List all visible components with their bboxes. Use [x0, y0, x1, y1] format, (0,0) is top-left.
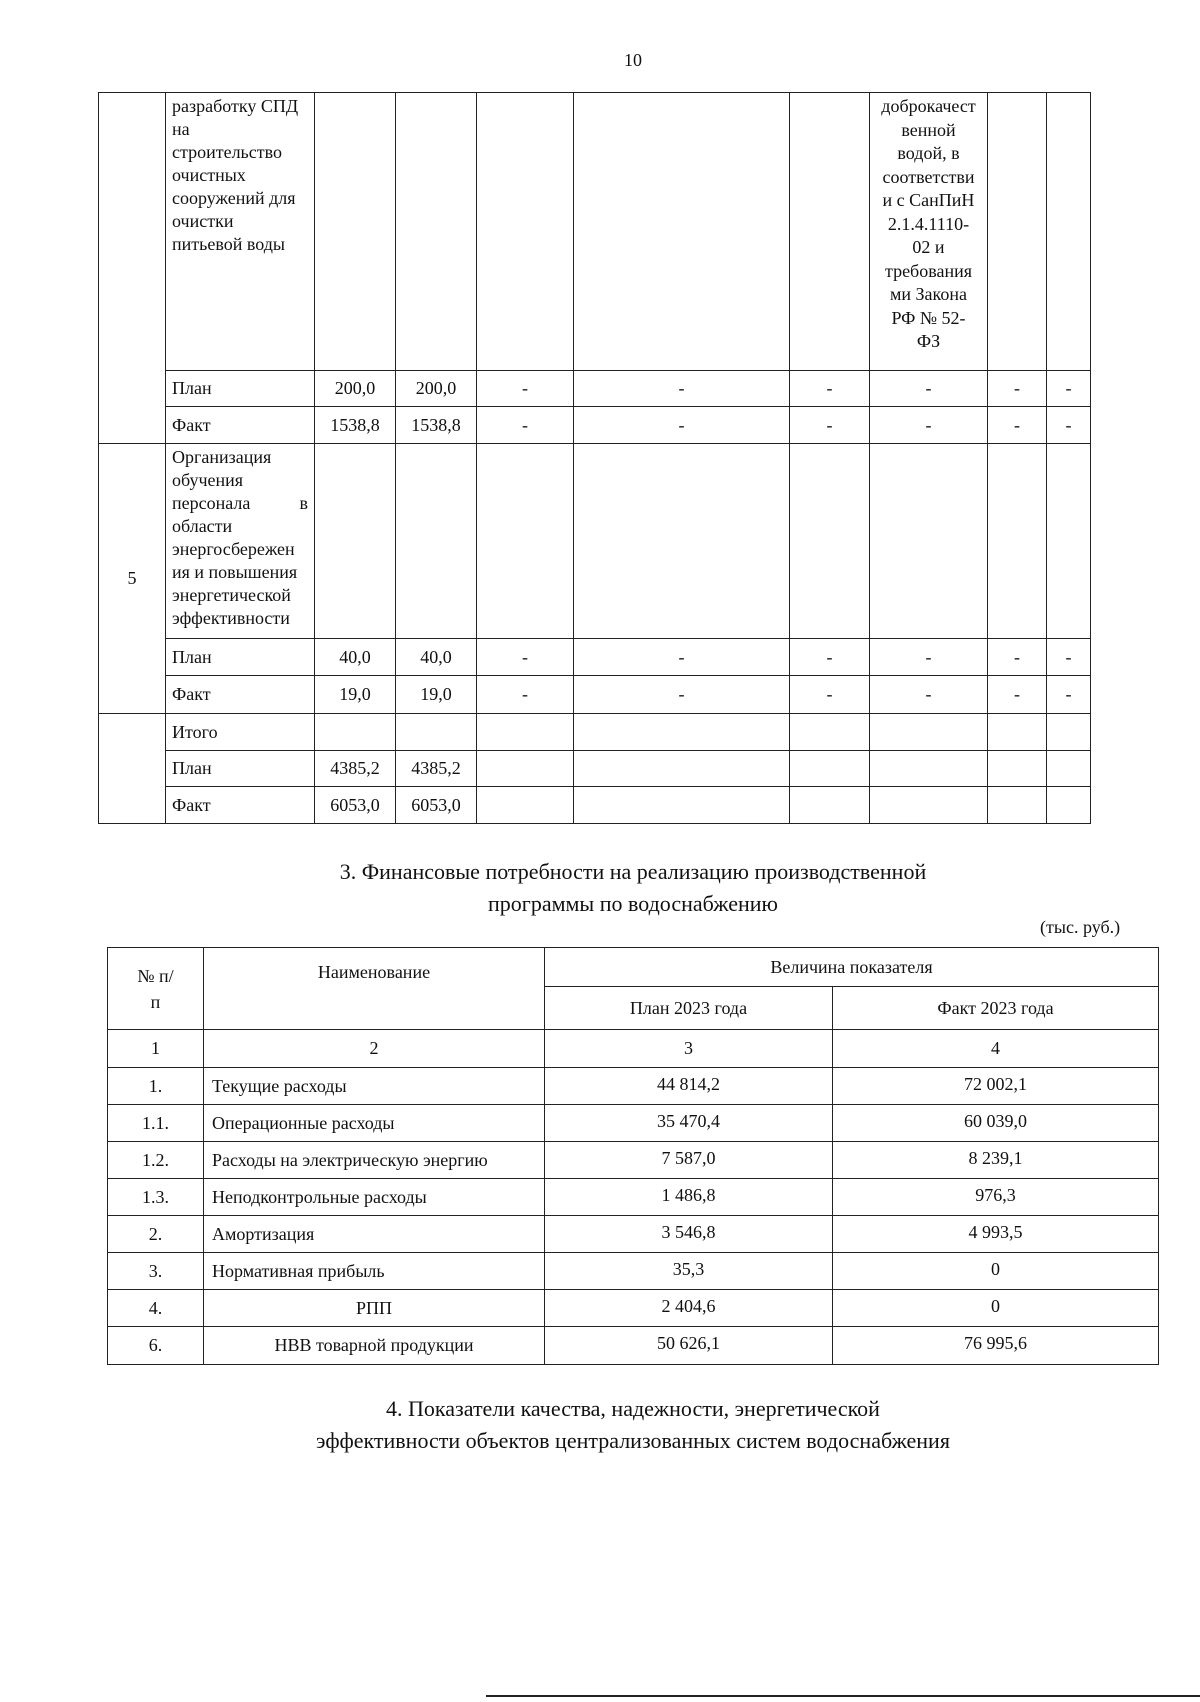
table-row: [99, 93, 1091, 371]
table-row: [108, 1105, 1159, 1142]
unit-label: (тыс. руб.): [1040, 917, 1121, 937]
name-line: питьевой воды: [172, 234, 285, 254]
table-row: [108, 1290, 1159, 1327]
note-line: доброкачест: [881, 96, 976, 116]
plan-value: 7 587,0: [545, 1142, 833, 1179]
dash-cell: -: [1047, 371, 1091, 407]
row-name: Амортизация: [204, 1216, 545, 1253]
dash-cell: -: [477, 371, 574, 407]
header-text: № п/п: [137, 965, 174, 1012]
value-cell: 19,0: [315, 676, 396, 714]
plan-value: 1 486,8: [545, 1179, 833, 1216]
value-cell: 1538,8: [396, 407, 477, 444]
dash-cell: -: [1047, 639, 1091, 676]
row-label: Факт: [166, 787, 315, 824]
name-line: очистки: [172, 211, 234, 231]
table-row: [108, 1327, 1159, 1365]
row-number: 1.2.: [108, 1142, 204, 1179]
footer-divider: [486, 1695, 1200, 1697]
name-line: Организация: [172, 447, 272, 467]
fact-value: 4 993,5: [833, 1216, 1159, 1253]
financial-needs-table: [107, 947, 1159, 1365]
row-name: Неподконтрольные расходы: [204, 1179, 545, 1216]
note-line: требования: [884, 260, 973, 281]
dash-cell: -: [870, 371, 988, 407]
name-line: очистных: [172, 165, 246, 185]
name-line: ия и повышения: [172, 562, 298, 582]
value-cell: 200,0: [396, 371, 477, 407]
row-name: Расходы на электрическую энергию: [204, 1142, 545, 1179]
col-number: 3: [545, 1030, 833, 1068]
value-cell: 6053,0: [396, 787, 477, 824]
index-cell: [99, 93, 166, 444]
value-cell: 40,0: [396, 639, 477, 676]
plan-value: 50 626,1: [545, 1327, 833, 1365]
table-row: [108, 1142, 1159, 1179]
title-line: эффективности объектов централизованных систем водоснабжения: [316, 1428, 950, 1453]
value-cell: 19,0: [396, 676, 477, 714]
note-line: соответстви: [882, 166, 975, 187]
note-line: венной: [901, 119, 956, 140]
dash-cell: -: [574, 371, 790, 407]
fact-value: 976,3: [833, 1179, 1159, 1216]
note-line: РФ № 52-: [891, 307, 966, 328]
dash-cell: -: [477, 676, 574, 714]
dash-cell: -: [1047, 407, 1091, 444]
row-name: НВВ товарной продукции: [204, 1327, 545, 1365]
section-3-title: [0, 856, 1200, 920]
dash-cell: -: [988, 371, 1047, 407]
title-line: 4. Показатели качества, надежности, энергетической: [386, 1396, 880, 1421]
section-4-title: [0, 1393, 1200, 1457]
row-name: Нормативная прибыль: [204, 1253, 545, 1290]
col-header-group: Величина показателя: [545, 948, 1159, 987]
col-number: 4: [833, 1030, 1159, 1068]
measure-name: [166, 93, 315, 371]
dash-cell: -: [790, 639, 870, 676]
row-name: Текущие расходы: [204, 1068, 545, 1105]
name-line: разработку СПД: [172, 96, 299, 116]
fact-value: 0: [833, 1253, 1159, 1290]
table-row-fact: [99, 787, 1091, 824]
table-header-row: [108, 948, 1159, 987]
table-row: [99, 444, 1091, 639]
row-number: 1.1.: [108, 1105, 204, 1142]
table-row-plan: [99, 371, 1091, 407]
name-line: энергосбережен: [172, 539, 295, 559]
name-line: области: [172, 516, 233, 536]
plan-value: 2 404,6: [545, 1290, 833, 1327]
fact-value: 0: [833, 1290, 1159, 1327]
table-row: [108, 1216, 1159, 1253]
dash-cell: -: [790, 371, 870, 407]
row-number: 6.: [108, 1327, 204, 1365]
note-line: водой, в: [897, 143, 960, 163]
row-name: РПП: [204, 1290, 545, 1327]
note-line: 02 и: [912, 237, 945, 257]
index-cell: [99, 714, 166, 824]
col-number: 2: [204, 1030, 545, 1068]
dash-cell: -: [574, 407, 790, 444]
col-header-fact: Факт 2023 года: [833, 987, 1159, 1030]
value-cell: 40,0: [315, 639, 396, 676]
fact-value: 72 002,1: [833, 1068, 1159, 1105]
name-line: персонала в: [172, 493, 308, 513]
row-label: План: [166, 751, 315, 787]
row-label: Факт: [166, 676, 315, 714]
col-number: 1: [108, 1030, 204, 1068]
dash-cell: -: [574, 676, 790, 714]
fact-value: 76 995,6: [833, 1327, 1159, 1365]
row-number: 1.: [108, 1068, 204, 1105]
col-header-name: Наименование: [204, 948, 545, 1030]
value-cell: 1538,8: [315, 407, 396, 444]
total-label: Итого: [166, 714, 315, 751]
table-row: [108, 1253, 1159, 1290]
plan-value: 35,3: [545, 1253, 833, 1290]
expected-effect-note: [870, 93, 988, 371]
plan-value: 3 546,8: [545, 1216, 833, 1253]
dash-cell: -: [870, 639, 988, 676]
row-label: План: [166, 371, 315, 407]
measure-name: [166, 444, 315, 639]
dash-cell: -: [477, 407, 574, 444]
row-number: 2.: [108, 1216, 204, 1253]
col-header-plan: План 2023 года: [545, 987, 833, 1030]
row-number: 3.: [108, 1253, 204, 1290]
dash-cell: -: [1047, 676, 1091, 714]
table-row: [108, 1179, 1159, 1216]
table-row: [108, 1068, 1159, 1105]
value-cell: 4385,2: [396, 751, 477, 787]
dash-cell: -: [574, 639, 790, 676]
dash-cell: -: [988, 407, 1047, 444]
name-line: строительство: [172, 142, 282, 162]
name-line: эффективности: [172, 608, 290, 628]
plan-value: 35 470,4: [545, 1105, 833, 1142]
page-number: 10: [624, 50, 642, 70]
title-line: программы по водоснабжению: [488, 891, 778, 916]
table-row-fact: [99, 407, 1091, 444]
dash-cell: -: [988, 676, 1047, 714]
col-header-num: [108, 948, 204, 1030]
note-line: 2.1.4.1110-: [887, 213, 970, 234]
note-line: ФЗ: [916, 331, 941, 351]
plan-value: 44 814,2: [545, 1068, 833, 1105]
name-line: энергетической: [172, 585, 291, 605]
column-number-row: [108, 1030, 1159, 1068]
table-row-total: [99, 714, 1091, 751]
note-line: ми Закона: [890, 284, 967, 304]
dash-cell: -: [988, 639, 1047, 676]
dash-cell: -: [790, 407, 870, 444]
table-row-plan: [99, 751, 1091, 787]
note-line: и с СанПиН: [882, 190, 975, 210]
name-line: сооружений для: [172, 188, 296, 208]
value-cell: 6053,0: [315, 787, 396, 824]
row-label: Факт: [166, 407, 315, 444]
row-number: 4.: [108, 1290, 204, 1327]
title-line: 3. Финансовые потребности на реализацию производственной: [339, 859, 927, 884]
table-row-plan: [99, 639, 1091, 676]
value-cell: 4385,2: [315, 751, 396, 787]
item-index: 5: [99, 444, 166, 714]
value-cell: 200,0: [315, 371, 396, 407]
name-line: на: [172, 119, 190, 139]
fact-value: 60 039,0: [833, 1105, 1159, 1142]
dash-cell: -: [870, 676, 988, 714]
row-name: Операционные расходы: [204, 1105, 545, 1142]
dash-cell: -: [870, 407, 988, 444]
measures-table: [98, 92, 1091, 824]
name-line: обучения: [172, 470, 244, 490]
dash-cell: -: [790, 676, 870, 714]
row-label: План: [166, 639, 315, 676]
dash-cell: -: [477, 639, 574, 676]
row-number: 1.3.: [108, 1179, 204, 1216]
fact-value: 8 239,1: [833, 1142, 1159, 1179]
table-row-fact: [99, 676, 1091, 714]
